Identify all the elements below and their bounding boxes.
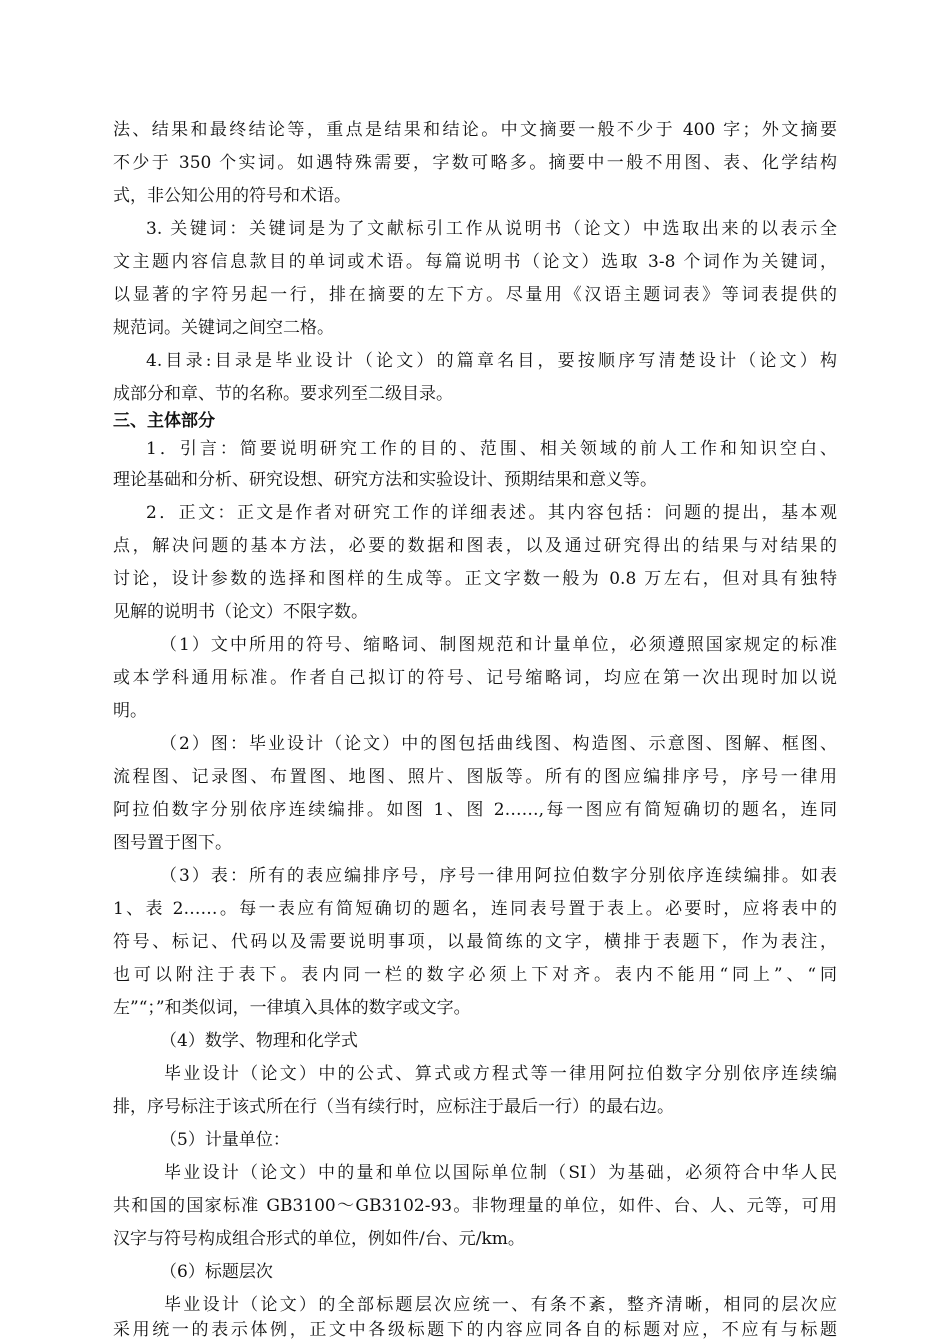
paragraph-line: 共和国的国家标准 GB3100～GB3102-93。非物理量的单位，如件、台、人、元等，可用 [113, 1196, 837, 1216]
paragraph-line: 以显著的字符另起一行，排在摘要的左下方。尽量用《汉语主题词表》等词表提供的 [113, 285, 837, 305]
paragraph-line: 符号、标记、代码以及需要说明事项，以最简练的文字，横排于表题下，作为表注， [113, 932, 837, 952]
paragraph-line: 4.目录:目录是毕业设计（论文）的篇章名目，要按顺序写清楚设计（论文）构 [146, 351, 837, 371]
paragraph-line: 毕业设计（论文）的全部标题层次应统一、有条不紊，整齐清晰，相同的层次应 [164, 1295, 837, 1315]
paragraph-line: （1）文中所用的符号、缩略词、制图规范和计量单位，必须遵照国家规定的标准 [160, 635, 837, 655]
section-heading: 三、主体部分 [113, 411, 215, 431]
paragraph-line: 流程图、记录图、布置图、地图、照片、图版等。所有的图应编排序号，序号一律用 [113, 767, 837, 787]
paragraph-line: 2．正文：正文是作者对研究工作的详细表述。其内容包括：问题的提出，基本观 [146, 503, 837, 523]
paragraph-line: 或本学科通用标准。作者自己拟订的符号、记号缩略词，均应在第一次出现时加以说 [113, 668, 837, 688]
paragraph-line: 见解的说明书（论文）不限字数。 [113, 602, 368, 622]
paragraph-line: 不少于 350 个实词。如遇特殊需要，字数可略多。摘要中一般不用图、表、化学结构 [113, 153, 837, 173]
paragraph-line: 规范词。关键词之间空二格。 [113, 318, 334, 338]
paragraph-line: 采用统一的表示体例，正文中各级标题下的内容应同各自的标题对应，不应有与标题 [113, 1320, 837, 1340]
paragraph-line: （3）表：所有的表应编排序号，序号一律用阿拉伯数字分别依序连续编排。如表 [160, 866, 837, 886]
paragraph-line: 1．引言：简要说明研究工作的目的、范围、相关领域的前人工作和知识空白、 [146, 439, 837, 459]
paragraph-line: 阿拉伯数字分别依序连续编排。如图 1、图 2……,每一图应有简短确切的题名，连同 [113, 800, 837, 820]
subheading-line: （6）标题层次 [160, 1262, 273, 1282]
paragraph-line: 也可以附注于表下。表内同一栏的数字必须上下对齐。表内不能用“同上”、“同 [113, 965, 837, 985]
paragraph-line: （2）图：毕业设计（论文）中的图包括曲线图、构造图、示意图、图解、框图、 [160, 734, 837, 754]
paragraph-line: 图号置于图下。 [113, 833, 232, 853]
subheading-line: （5）计量单位： [160, 1130, 290, 1150]
paragraph-line: 毕业设计（论文）中的公式、算式或方程式等一律用阿拉伯数字分别依序连续编 [164, 1064, 837, 1084]
subheading-line: （4）数学、物理和化学式 [160, 1031, 358, 1051]
paragraph-line: 理论基础和分析、研究设想、研究方法和实验设计、预期结果和意义等。 [113, 470, 657, 490]
paragraph-line: 汉字与符号构成组合形式的单位，例如件/台、元/km。 [113, 1229, 525, 1249]
paragraph-line: 3. 关键词：关键词是为了文献标引工作从说明书（论文）中选取出来的以表示全 [146, 219, 837, 239]
paragraph-line: 文主题内容信息款目的单词或术语。每篇说明书（论文）选取 3-8 个词作为关键词， [113, 252, 837, 272]
paragraph-line: 讨论，设计参数的选择和图样的生成等。正文字数一般为 0.8 万左右，但对具有独特 [113, 569, 837, 589]
paragraph-line: 法、结果和最终结论等，重点是结果和结论。中文摘要一般不少于 400 字；外文摘要 [113, 120, 837, 140]
paragraph-line: 左”“；”和类似词，一律填入具体的数字或文字。 [113, 998, 471, 1018]
paragraph-line: 式，非公知公用的符号和术语。 [113, 186, 351, 206]
paragraph-line: 1、表 2……。每一表应有简短确切的题名，连同表号置于表上。必要时，应将表中的 [113, 899, 837, 919]
paragraph-line: 排，序号标注于该式所在行（当有续行时，应标注于最后一行）的最右边。 [113, 1097, 674, 1117]
paragraph-line: 毕业设计（论文）中的量和单位以国际单位制（SI）为基础，必须符合中华人民 [164, 1163, 837, 1183]
paragraph-line: 点，解决问题的基本方法，必要的数据和图表，以及通过研究得出的结果与对结果的 [113, 536, 837, 556]
paragraph-line: 明。 [113, 701, 147, 721]
paragraph-line: 成部分和章、节的名称。要求列至二级目录。 [113, 384, 453, 404]
